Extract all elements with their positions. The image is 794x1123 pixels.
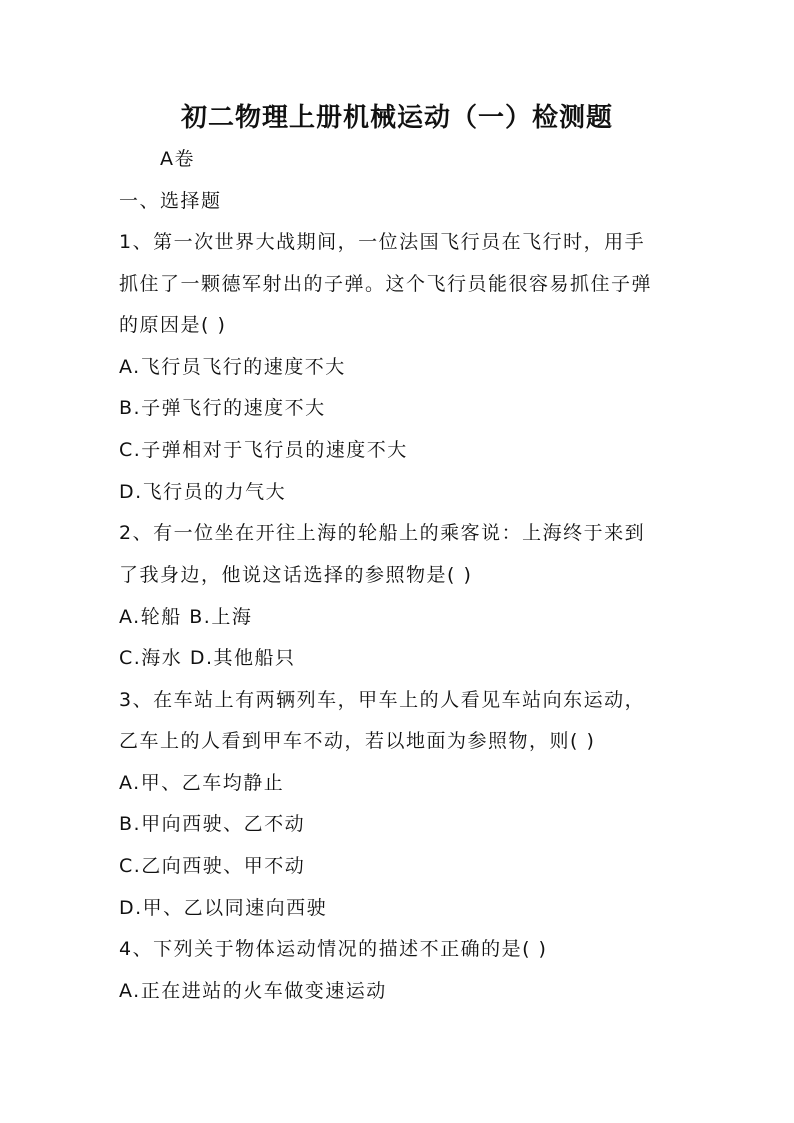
question-1-stem-line-1: 1、第一次世界大战期间，一位法国飞行员在飞行时，用手 [119, 231, 646, 253]
question-3-stem-line-2: 乙车上的人看到甲车不动，若以地面为参照物，则( ) [119, 730, 596, 752]
question-3-stem-line-1: 3、在车站上有两辆列车，甲车上的人看见车站向东运动， [119, 689, 646, 711]
question-4-stem-line-1: 4、下列关于物体运动情况的描述不正确的是( ) [119, 938, 548, 960]
question-3-option-b: B.甲向西驶、乙不动 [119, 813, 306, 835]
question-3-option-c: C.乙向西驶、甲不动 [119, 855, 306, 877]
question-1-stem-line-2: 抓住了一颗德军射出的子弹。这个飞行员能很容易抓住子弹 [119, 273, 653, 295]
question-1-option-c: C.子弹相对于飞行员的速度不大 [119, 439, 408, 461]
question-2-stem-line-1: 2、有一位坐在开往上海的轮船上的乘客说：上海终于来到 [119, 522, 646, 544]
question-2-stem-line-2: 了我身边，他说这话选择的参照物是( ) [119, 564, 473, 586]
document-title: 初二物理上册机械运动（一）检测题 [180, 103, 613, 133]
question-4-option-a: A.正在进站的火车做变速运动 [119, 980, 387, 1002]
question-1-option-a: A.飞行员飞行的速度不大 [119, 356, 346, 378]
question-1-option-b: B.子弹飞行的速度不大 [119, 397, 326, 419]
question-2-options-row-1: A.轮船 B.上海 [119, 606, 253, 628]
question-1-option-d: D.飞行员的力气大 [119, 481, 287, 503]
question-2-options-row-2: C.海水 D.其他船只 [119, 647, 296, 669]
section-heading: 一、选择题 [119, 190, 222, 212]
question-1-stem-line-3: 的原因是( ) [119, 314, 227, 336]
question-3-option-d: D.甲、乙以同速向西驶 [119, 897, 328, 919]
question-3-option-a: A.甲、乙车均静止 [119, 772, 285, 794]
volume-label: A卷 [160, 148, 195, 170]
